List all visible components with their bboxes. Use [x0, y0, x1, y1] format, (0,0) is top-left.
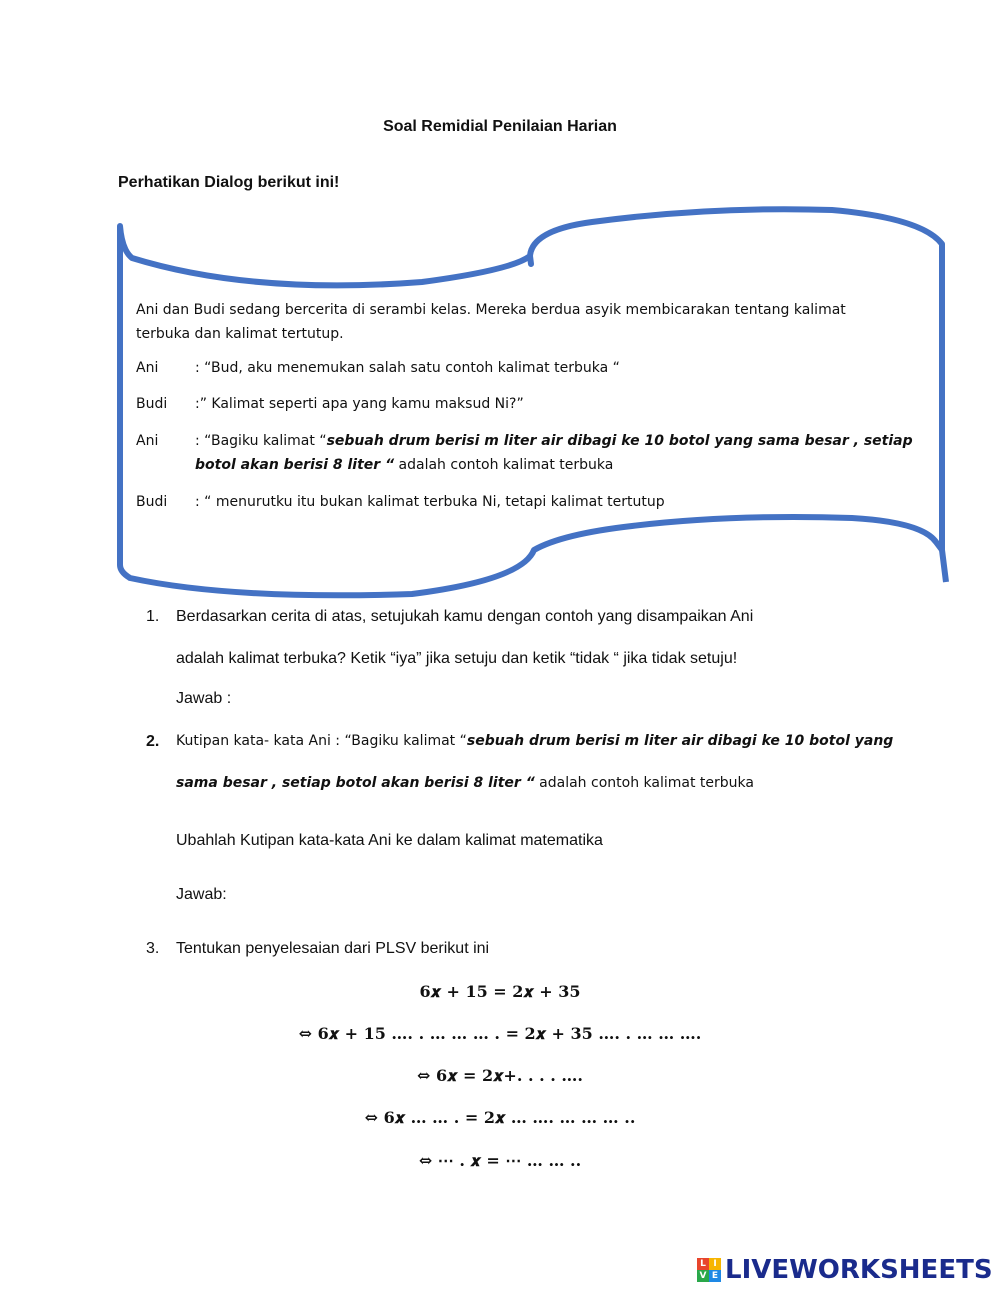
- dialog-line: [136, 356, 926, 380]
- equation-step-4: ⇔ 6𝒙 … … . = 𝟐𝒙 … …. … … … ..: [364, 1108, 636, 1127]
- dialog-text-prefix: : “Bagiku kalimat “: [195, 433, 327, 449]
- question-text: Tentukan penyelesaian dari PLSV berikut ini: [176, 940, 490, 957]
- speaker-name: Ani: [136, 433, 159, 449]
- answer-label: Jawab :: [176, 690, 232, 707]
- quote-prefix: Kutipan kata- kata Ani : “Bagiku kalimat “: [176, 733, 467, 749]
- equation-step-1: 6𝒙 + 𝟏𝟓 = 𝟐𝒙 + 𝟑𝟓: [419, 982, 581, 1001]
- question-number: 1.: [146, 608, 160, 625]
- question-number: 2.: [146, 733, 160, 750]
- quoted-sentence: sebuah drum berisi m liter air dibagi ke 10 botol yang: [466, 733, 894, 749]
- speaker-name: Budi: [136, 396, 168, 412]
- dialog-text: : “ menurutku itu bukan kalimat terbuka Ni, tetapi kalimat tertutup: [195, 494, 665, 510]
- dialog-text: :” Kalimat seperti apa yang kamu maksud Ni?”: [195, 396, 524, 412]
- quoted-sentence: sama besar , setiap botol akan berisi 8 liter “: [176, 775, 535, 791]
- liveworksheets-logo-icon: L I V E: [697, 1258, 721, 1282]
- page-title: Soal Remidial Penilaian Harian: [383, 118, 617, 135]
- question-text: [176, 733, 893, 749]
- liveworksheets-logo: [697, 1255, 993, 1285]
- dialog-line: [136, 392, 926, 416]
- question-text: [176, 775, 754, 791]
- equation-step-2: ⇔ 6𝒙 + 𝟏𝟓 …. . … … … . = 𝟐𝒙 + 𝟑𝟓 …. . … … ….: [298, 1024, 702, 1043]
- dialog-text: : “Bud, aku menemukan salah satu contoh kalimat terbuka “: [195, 360, 620, 376]
- equation-step-5: ⇔ ⋯ . 𝒙 = ⋯ … … ..: [418, 1151, 582, 1170]
- dialog-line: [136, 490, 926, 514]
- speaker-name: Ani: [136, 360, 159, 376]
- speaker-name: Budi: [136, 494, 168, 510]
- dialog-intro: Ani dan Budi sedang bercerita di serambi kelas. Mereka berdua asyik membicarakan tentang kalimat terbuka dan kalimat tertutup.: [136, 302, 846, 342]
- answer-label: Jawab:: [176, 886, 227, 903]
- brand-name: LIVEWORKSHEETS: [725, 1255, 993, 1285]
- equation-step-3: ⇔ 6𝒙 = 𝟐𝒙+. . . . ….: [417, 1066, 583, 1085]
- dialog-text-suffix: adalah contoh kalimat terbuka: [394, 457, 614, 473]
- quoted-sentence: sebuah drum berisi m liter air dibagi ke 10 botol yang sama besar , setiap botol akan berisi 8 liter “: [195, 433, 913, 473]
- section-subtitle: Perhatikan Dialog berikut ini!: [118, 174, 340, 191]
- dialog-line: [136, 429, 926, 477]
- question-instruction: Ubahlah Kutipan kata-kata Ani ke dalam kalimat matematika: [176, 832, 603, 849]
- dialog-text: [195, 429, 925, 477]
- quote-suffix: adalah contoh kalimat terbuka: [534, 775, 754, 791]
- question-number: 3.: [146, 940, 160, 957]
- question-text: adalah kalimat terbuka? Ketik “iya” jika setuju dan ketik “tidak “ jika tidak setuju!: [176, 650, 738, 667]
- question-text: Berdasarkan cerita di atas, setujukah kamu dengan contoh yang disampaikan Ani: [176, 608, 754, 625]
